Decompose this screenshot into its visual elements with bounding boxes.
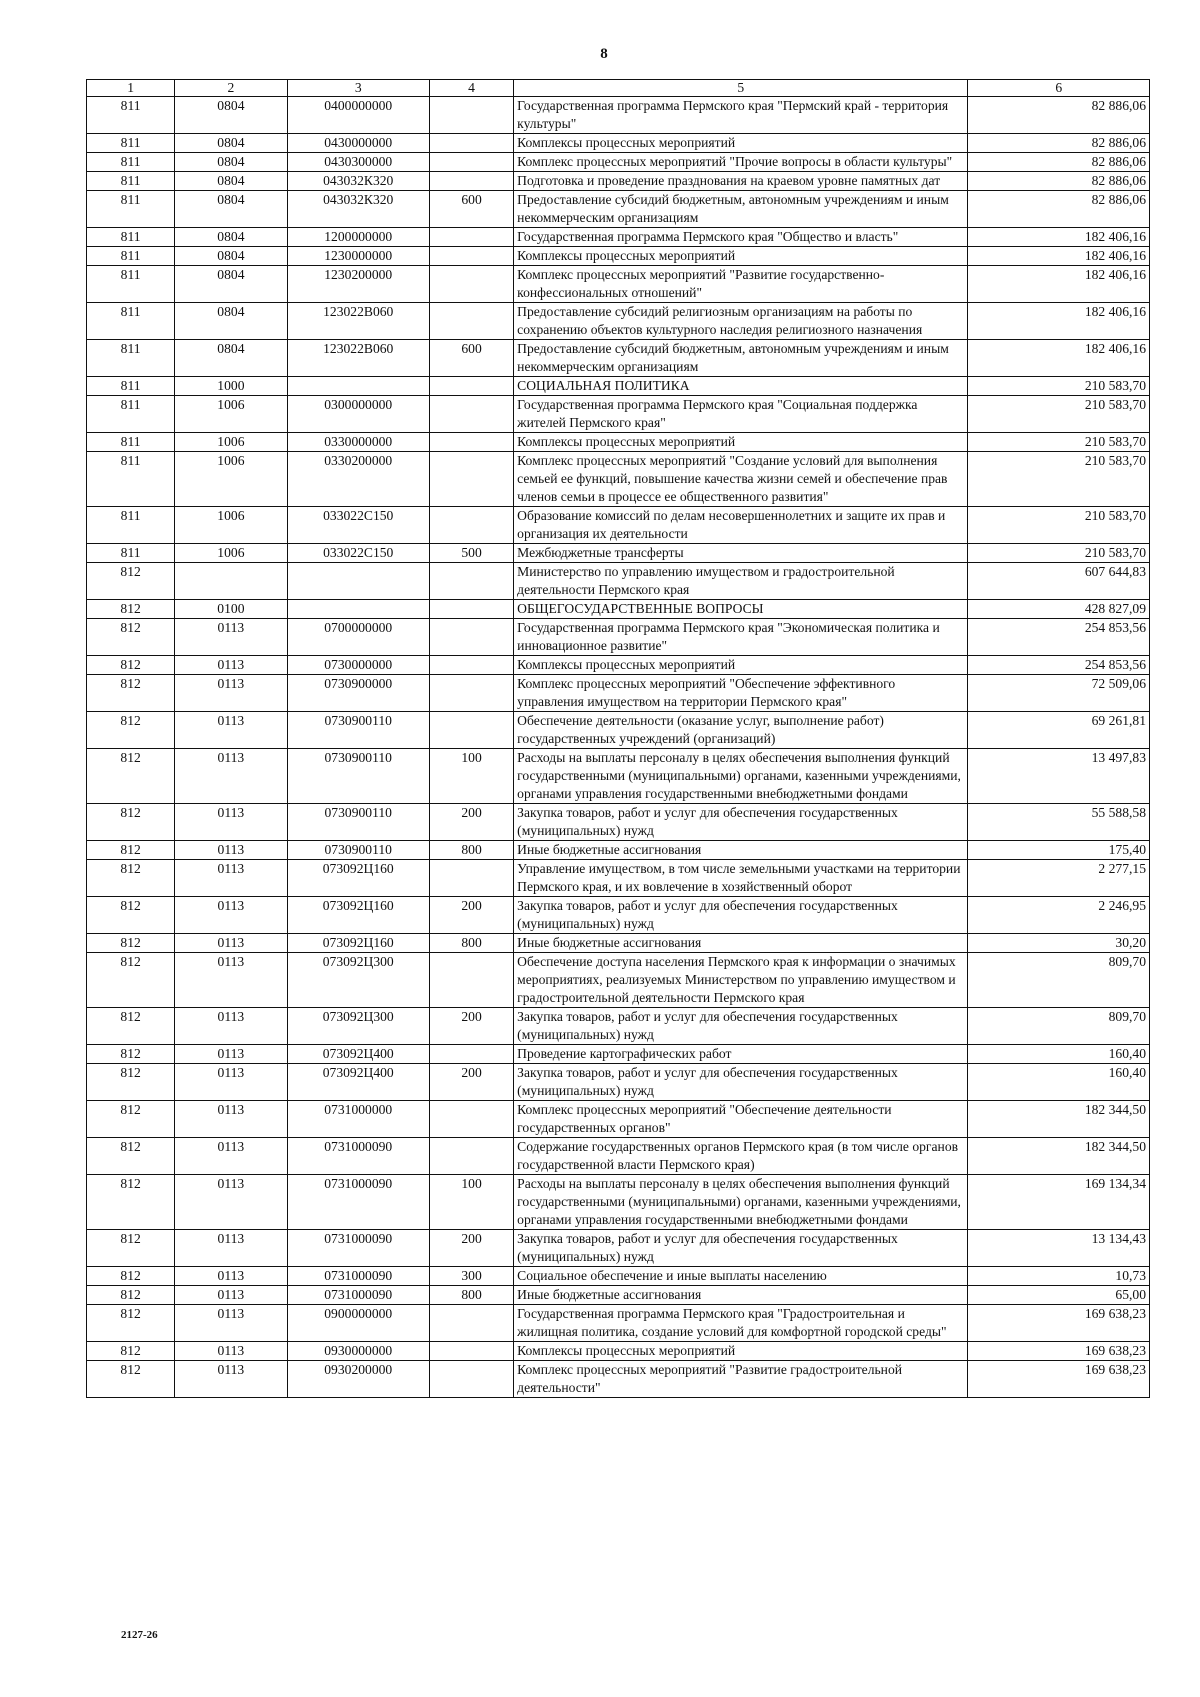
target-article-cell: 0730900000 [287, 675, 429, 712]
description-cell: Иные бюджетные ассигнования [514, 1286, 968, 1305]
description-cell: Комплексы процессных мероприятий [514, 433, 968, 452]
description-cell: Предоставление субсидий бюджетным, автономным учреждениям и иным некоммерческим организациям [514, 191, 968, 228]
table-row [87, 934, 1150, 953]
expense-type-cell [429, 377, 513, 396]
target-article-cell [287, 377, 429, 396]
description-cell: Комплекс процессных мероприятий "Обеспечение деятельности государственных органов" [514, 1101, 968, 1138]
table-row [87, 507, 1150, 544]
target-article-cell: 1200000000 [287, 228, 429, 247]
description-cell: Закупка товаров, работ и услуг для обеспечения государственных (муниципальных) нужд [514, 1008, 968, 1045]
document-code: 2127-26 [121, 1629, 158, 1641]
ministry-code-cell: 811 [87, 134, 175, 153]
target-article-cell: 123022В060 [287, 303, 429, 340]
section-code-cell: 1006 [175, 396, 287, 433]
target-article-cell [287, 600, 429, 619]
amount-cell: 182 344,50 [968, 1101, 1150, 1138]
description-cell: Закупка товаров, работ и услуг для обеспечения государственных (муниципальных) нужд [514, 1230, 968, 1267]
section-code-cell: 0113 [175, 934, 287, 953]
description-cell: Закупка товаров, работ и услуг для обеспечения государственных (муниципальных) нужд [514, 804, 968, 841]
amount-cell: 82 886,06 [968, 134, 1150, 153]
section-code-cell: 0113 [175, 1045, 287, 1064]
section-code-cell: 0113 [175, 1175, 287, 1230]
target-article-cell: 0731000090 [287, 1175, 429, 1230]
amount-cell: 82 886,06 [968, 97, 1150, 134]
amount-cell: 809,70 [968, 953, 1150, 1008]
expense-type-cell [429, 433, 513, 452]
amount-cell: 65,00 [968, 1286, 1150, 1305]
expense-type-cell: 200 [429, 1064, 513, 1101]
expense-type-cell: 100 [429, 1175, 513, 1230]
amount-cell: 428 827,09 [968, 600, 1150, 619]
expense-type-cell [429, 266, 513, 303]
section-code-cell: 0113 [175, 897, 287, 934]
amount-cell: 809,70 [968, 1008, 1150, 1045]
section-code-cell: 0113 [175, 841, 287, 860]
expense-type-cell [429, 563, 513, 600]
section-code-cell [175, 563, 287, 600]
budget-table [86, 79, 1150, 1398]
section-code-cell: 0113 [175, 619, 287, 656]
section-code-cell: 1006 [175, 544, 287, 563]
description-cell: Закупка товаров, работ и услуг для обеспечения государственных (муниципальных) нужд [514, 897, 968, 934]
amount-cell: 13 134,43 [968, 1230, 1150, 1267]
ministry-code-cell: 812 [87, 656, 175, 675]
description-cell: Комплекс процессных мероприятий "Создание условий для выполнения семьей ее функций, повышение качества жизни семей и обеспечение прав членов семьи в процессе ее общественного развития" [514, 452, 968, 507]
ministry-code-cell: 812 [87, 897, 175, 934]
target-article-cell: 1230200000 [287, 266, 429, 303]
expense-type-cell [429, 303, 513, 340]
description-cell: Содержание государственных органов Пермского края (в том числе органов государственной власти Пермского края) [514, 1138, 968, 1175]
description-cell: Обеспечение доступа населения Пермского края к информации о значимых мероприятиях, реализуемых Министерством по управлению имуществом и градостроительной деятельности Пермского края [514, 953, 968, 1008]
section-code-cell: 0113 [175, 749, 287, 804]
section-code-cell: 0804 [175, 134, 287, 153]
description-cell: Предоставление субсидий бюджетным, автономным учреждениям и иным некоммерческим организациям [514, 340, 968, 377]
column-header-5: 5 [514, 80, 968, 97]
section-code-cell: 0804 [175, 340, 287, 377]
section-code-cell: 0113 [175, 1361, 287, 1398]
target-article-cell: 0400000000 [287, 97, 429, 134]
amount-cell: 2 246,95 [968, 897, 1150, 934]
target-article-cell: 0730900110 [287, 804, 429, 841]
description-cell: Образование комиссий по делам несовершеннолетних и защите их прав и организация их деятельности [514, 507, 968, 544]
target-article-cell: 0730000000 [287, 656, 429, 675]
ministry-code-cell: 812 [87, 1138, 175, 1175]
amount-cell: 69 261,81 [968, 712, 1150, 749]
amount-cell: 254 853,56 [968, 656, 1150, 675]
description-cell: Комплексы процессных мероприятий [514, 656, 968, 675]
column-header-4: 4 [429, 80, 513, 97]
ministry-code-cell: 811 [87, 340, 175, 377]
description-cell: Комплексы процессных мероприятий [514, 247, 968, 266]
table-row [87, 377, 1150, 396]
target-article-cell: 0730900110 [287, 712, 429, 749]
table-row [87, 172, 1150, 191]
table-row [87, 1342, 1150, 1361]
ministry-code-cell: 812 [87, 1064, 175, 1101]
target-article-cell: 0430300000 [287, 153, 429, 172]
expense-type-cell [429, 247, 513, 266]
description-cell: Предоставление субсидий религиозным организациям на работы по сохранению объектов культурного наследия религиозного назначения [514, 303, 968, 340]
ministry-code-cell: 812 [87, 860, 175, 897]
table-row [87, 153, 1150, 172]
section-code-cell: 0113 [175, 1138, 287, 1175]
expense-type-cell: 100 [429, 749, 513, 804]
ministry-code-cell: 812 [87, 804, 175, 841]
table-row [87, 656, 1150, 675]
table-row [87, 1286, 1150, 1305]
expense-type-cell [429, 1361, 513, 1398]
ministry-code-cell: 812 [87, 1045, 175, 1064]
expense-type-cell [429, 97, 513, 134]
table-row [87, 749, 1150, 804]
table-row [87, 303, 1150, 340]
column-header-2: 2 [175, 80, 287, 97]
target-article-cell: 0730900110 [287, 749, 429, 804]
amount-cell: 169 638,23 [968, 1305, 1150, 1342]
ministry-code-cell: 812 [87, 619, 175, 656]
table-row [87, 97, 1150, 134]
expense-type-cell: 200 [429, 897, 513, 934]
amount-cell: 160,40 [968, 1064, 1150, 1101]
section-code-cell: 1006 [175, 433, 287, 452]
table-row [87, 340, 1150, 377]
expense-type-cell [429, 228, 513, 247]
section-code-cell: 0113 [175, 1064, 287, 1101]
amount-cell: 13 497,83 [968, 749, 1150, 804]
table-row [87, 191, 1150, 228]
table-row [87, 1305, 1150, 1342]
target-article-cell: 0930200000 [287, 1361, 429, 1398]
target-article-cell: 0700000000 [287, 619, 429, 656]
target-article-cell: 073092Ц300 [287, 1008, 429, 1045]
description-cell: Расходы на выплаты персоналу в целях обеспечения выполнения функций государственными (муниципальными) органами, казенными учреждениями, органами управления государственными внебюджетными фондами [514, 1175, 968, 1230]
column-header-6: 6 [968, 80, 1150, 97]
target-article-cell: 073092Ц400 [287, 1064, 429, 1101]
table-row [87, 675, 1150, 712]
amount-cell: 30,20 [968, 934, 1150, 953]
target-article-cell: 0731000090 [287, 1286, 429, 1305]
amount-cell: 10,73 [968, 1267, 1150, 1286]
table-row [87, 1064, 1150, 1101]
target-article-cell: 0930000000 [287, 1342, 429, 1361]
amount-cell: 210 583,70 [968, 377, 1150, 396]
table-body [87, 97, 1150, 1398]
target-article-cell: 033022С150 [287, 544, 429, 563]
target-article-cell: 0300000000 [287, 396, 429, 433]
target-article-cell: 0730900110 [287, 841, 429, 860]
table-row [87, 712, 1150, 749]
section-code-cell: 0804 [175, 191, 287, 228]
section-code-cell: 0804 [175, 172, 287, 191]
ministry-code-cell: 811 [87, 544, 175, 563]
target-article-cell: 073092Ц300 [287, 953, 429, 1008]
section-code-cell: 1006 [175, 452, 287, 507]
ministry-code-cell: 812 [87, 1008, 175, 1045]
section-code-cell: 0804 [175, 228, 287, 247]
description-cell: Комплексы процессных мероприятий [514, 134, 968, 153]
amount-cell: 182 406,16 [968, 266, 1150, 303]
table-row [87, 804, 1150, 841]
section-code-cell: 1006 [175, 507, 287, 544]
ministry-code-cell: 811 [87, 396, 175, 433]
ministry-code-cell: 812 [87, 712, 175, 749]
ministry-code-cell: 812 [87, 841, 175, 860]
description-cell: Проведение картографических работ [514, 1045, 968, 1064]
table-row [87, 563, 1150, 600]
table-row [87, 1267, 1150, 1286]
table-row [87, 1175, 1150, 1230]
amount-cell: 169 638,23 [968, 1342, 1150, 1361]
section-code-cell: 0113 [175, 1267, 287, 1286]
expense-type-cell [429, 656, 513, 675]
amount-cell: 182 344,50 [968, 1138, 1150, 1175]
expense-type-cell: 600 [429, 191, 513, 228]
target-article-cell: 0330000000 [287, 433, 429, 452]
amount-cell: 82 886,06 [968, 172, 1150, 191]
amount-cell: 175,40 [968, 841, 1150, 860]
ministry-code-cell: 811 [87, 172, 175, 191]
ministry-code-cell: 811 [87, 247, 175, 266]
section-code-cell: 0113 [175, 712, 287, 749]
target-article-cell: 0731000090 [287, 1230, 429, 1267]
table-header [87, 80, 1150, 97]
section-code-cell: 0804 [175, 153, 287, 172]
ministry-code-cell: 811 [87, 97, 175, 134]
description-cell: Иные бюджетные ассигнования [514, 841, 968, 860]
section-code-cell: 0113 [175, 1342, 287, 1361]
ministry-code-cell: 812 [87, 563, 175, 600]
ministry-code-cell: 812 [87, 953, 175, 1008]
amount-cell: 169 134,34 [968, 1175, 1150, 1230]
expense-type-cell [429, 452, 513, 507]
table-row [87, 1230, 1150, 1267]
description-cell: Расходы на выплаты персоналу в целях обеспечения выполнения функций государственными (муниципальными) органами, казенными учреждениями, органами управления государственными внебюджетными фондами [514, 749, 968, 804]
expense-type-cell: 200 [429, 1008, 513, 1045]
target-article-cell: 043032К320 [287, 191, 429, 228]
ministry-code-cell: 812 [87, 675, 175, 712]
ministry-code-cell: 811 [87, 452, 175, 507]
table-row [87, 600, 1150, 619]
description-cell: Комплекс процессных мероприятий "Развитие градостроительной деятельности" [514, 1361, 968, 1398]
description-cell: ОБЩЕГОСУДАРСТВЕННЫЕ ВОПРОСЫ [514, 600, 968, 619]
amount-cell: 210 583,70 [968, 507, 1150, 544]
expense-type-cell [429, 172, 513, 191]
ministry-code-cell: 812 [87, 1230, 175, 1267]
ministry-code-cell: 811 [87, 377, 175, 396]
ministry-code-cell: 812 [87, 1305, 175, 1342]
expense-type-cell [429, 396, 513, 433]
ministry-code-cell: 811 [87, 433, 175, 452]
ministry-code-cell: 811 [87, 228, 175, 247]
section-code-cell: 0113 [175, 860, 287, 897]
target-article-cell [287, 563, 429, 600]
amount-cell: 182 406,16 [968, 340, 1150, 377]
description-cell: Государственная программа Пермского края "Экономическая политика и инновационное развитие" [514, 619, 968, 656]
table-row [87, 266, 1150, 303]
section-code-cell: 0113 [175, 804, 287, 841]
target-article-cell: 0731000000 [287, 1101, 429, 1138]
table-row [87, 619, 1150, 656]
expense-type-cell [429, 1342, 513, 1361]
description-cell: Комплексы процессных мероприятий [514, 1342, 968, 1361]
table-row [87, 452, 1150, 507]
ministry-code-cell: 812 [87, 1175, 175, 1230]
target-article-cell: 0430000000 [287, 134, 429, 153]
table-row [87, 544, 1150, 563]
expense-type-cell: 800 [429, 1286, 513, 1305]
table-row [87, 1045, 1150, 1064]
description-cell: Иные бюджетные ассигнования [514, 934, 968, 953]
description-cell: Комплекс процессных мероприятий "Прочие вопросы в области культуры" [514, 153, 968, 172]
section-code-cell: 0113 [175, 953, 287, 1008]
description-cell: Государственная программа Пермского края "Градостроительная и жилищная политика, создание условий для комфортной городской среды" [514, 1305, 968, 1342]
table-row [87, 1361, 1150, 1398]
section-code-cell: 0100 [175, 600, 287, 619]
section-code-cell: 0113 [175, 1008, 287, 1045]
ministry-code-cell: 812 [87, 934, 175, 953]
amount-cell: 210 583,70 [968, 544, 1150, 563]
target-article-cell: 0731000090 [287, 1267, 429, 1286]
description-cell: СОЦИАЛЬНАЯ ПОЛИТИКА [514, 377, 968, 396]
expense-type-cell [429, 153, 513, 172]
table-row [87, 247, 1150, 266]
ministry-code-cell: 812 [87, 1361, 175, 1398]
expense-type-cell [429, 1138, 513, 1175]
section-code-cell: 0113 [175, 656, 287, 675]
expense-type-cell: 300 [429, 1267, 513, 1286]
expense-type-cell [429, 600, 513, 619]
section-code-cell: 0804 [175, 266, 287, 303]
section-code-cell: 1000 [175, 377, 287, 396]
amount-cell: 82 886,06 [968, 191, 1150, 228]
expense-type-cell: 200 [429, 804, 513, 841]
column-header-1: 1 [87, 80, 175, 97]
expense-type-cell [429, 1305, 513, 1342]
target-article-cell: 043032К320 [287, 172, 429, 191]
target-article-cell: 073092Ц160 [287, 934, 429, 953]
amount-cell: 182 406,16 [968, 303, 1150, 340]
ministry-code-cell: 811 [87, 303, 175, 340]
table-row [87, 433, 1150, 452]
description-cell: Социальное обеспечение и иные выплаты населению [514, 1267, 968, 1286]
expense-type-cell [429, 712, 513, 749]
target-article-cell: 033022С150 [287, 507, 429, 544]
amount-cell: 169 638,23 [968, 1361, 1150, 1398]
ministry-code-cell: 811 [87, 191, 175, 228]
amount-cell: 210 583,70 [968, 433, 1150, 452]
table-row [87, 897, 1150, 934]
expense-type-cell [429, 619, 513, 656]
ministry-code-cell: 812 [87, 749, 175, 804]
target-article-cell: 123022В060 [287, 340, 429, 377]
header-row [87, 80, 1150, 97]
amount-cell: 182 406,16 [968, 228, 1150, 247]
table-row [87, 860, 1150, 897]
section-code-cell: 0113 [175, 1230, 287, 1267]
ministry-code-cell: 811 [87, 507, 175, 544]
ministry-code-cell: 812 [87, 1101, 175, 1138]
amount-cell: 55 588,58 [968, 804, 1150, 841]
amount-cell: 160,40 [968, 1045, 1150, 1064]
section-code-cell: 0804 [175, 247, 287, 266]
ministry-code-cell: 812 [87, 1267, 175, 1286]
expense-type-cell: 500 [429, 544, 513, 563]
target-article-cell: 0330200000 [287, 452, 429, 507]
description-cell: Управление имуществом, в том числе земельными участками на территории Пермского края, и их вовлечение в хозяйственный оборот [514, 860, 968, 897]
section-code-cell: 0113 [175, 1101, 287, 1138]
description-cell: Государственная программа Пермского края "Общество и власть" [514, 228, 968, 247]
table-row [87, 841, 1150, 860]
ministry-code-cell: 812 [87, 1286, 175, 1305]
amount-cell: 254 853,56 [968, 619, 1150, 656]
description-cell: Государственная программа Пермского края "Пермский край - территория культуры" [514, 97, 968, 134]
expense-type-cell: 800 [429, 934, 513, 953]
description-cell: Межбюджетные трансферты [514, 544, 968, 563]
amount-cell: 182 406,16 [968, 247, 1150, 266]
table-row [87, 396, 1150, 433]
target-article-cell: 073092Ц160 [287, 897, 429, 934]
expense-type-cell: 600 [429, 340, 513, 377]
section-code-cell: 0113 [175, 1305, 287, 1342]
table-row [87, 1101, 1150, 1138]
expense-type-cell [429, 507, 513, 544]
section-code-cell: 0113 [175, 675, 287, 712]
expense-type-cell: 200 [429, 1230, 513, 1267]
description-cell: Государственная программа Пермского края "Социальная поддержка жителей Пермского края" [514, 396, 968, 433]
amount-cell: 210 583,70 [968, 396, 1150, 433]
table-row [87, 134, 1150, 153]
expense-type-cell [429, 1101, 513, 1138]
description-cell: Комплекс процессных мероприятий "Обеспечение эффективного управления имуществом на территории Пермского края" [514, 675, 968, 712]
description-cell: Закупка товаров, работ и услуг для обеспечения государственных (муниципальных) нужд [514, 1064, 968, 1101]
table-row [87, 1008, 1150, 1045]
section-code-cell: 0804 [175, 97, 287, 134]
section-code-cell: 0804 [175, 303, 287, 340]
target-article-cell: 1230000000 [287, 247, 429, 266]
amount-cell: 210 583,70 [968, 452, 1150, 507]
description-cell: Министерство по управлению имуществом и градостроительной деятельности Пермского края [514, 563, 968, 600]
table-row [87, 953, 1150, 1008]
amount-cell: 82 886,06 [968, 153, 1150, 172]
expense-type-cell [429, 134, 513, 153]
ministry-code-cell: 812 [87, 600, 175, 619]
expense-type-cell [429, 1045, 513, 1064]
target-article-cell: 073092Ц400 [287, 1045, 429, 1064]
target-article-cell: 0731000090 [287, 1138, 429, 1175]
expense-type-cell [429, 860, 513, 897]
table-row [87, 228, 1150, 247]
ministry-code-cell: 811 [87, 153, 175, 172]
expense-type-cell [429, 675, 513, 712]
target-article-cell: 073092Ц160 [287, 860, 429, 897]
ministry-code-cell: 812 [87, 1342, 175, 1361]
expense-type-cell: 800 [429, 841, 513, 860]
description-cell: Подготовка и проведение празднования на краевом уровне памятных дат [514, 172, 968, 191]
page-number: 8 [600, 46, 608, 62]
section-code-cell: 0113 [175, 1286, 287, 1305]
amount-cell: 72 509,06 [968, 675, 1150, 712]
amount-cell: 607 644,83 [968, 563, 1150, 600]
description-cell: Комплекс процессных мероприятий "Развитие государственно-конфессиональных отношений" [514, 266, 968, 303]
column-header-3: 3 [287, 80, 429, 97]
expense-type-cell [429, 953, 513, 1008]
description-cell: Обеспечение деятельности (оказание услуг, выполнение работ) государственных учреждений (организаций) [514, 712, 968, 749]
ministry-code-cell: 811 [87, 266, 175, 303]
amount-cell: 2 277,15 [968, 860, 1150, 897]
table-row [87, 1138, 1150, 1175]
target-article-cell: 0900000000 [287, 1305, 429, 1342]
